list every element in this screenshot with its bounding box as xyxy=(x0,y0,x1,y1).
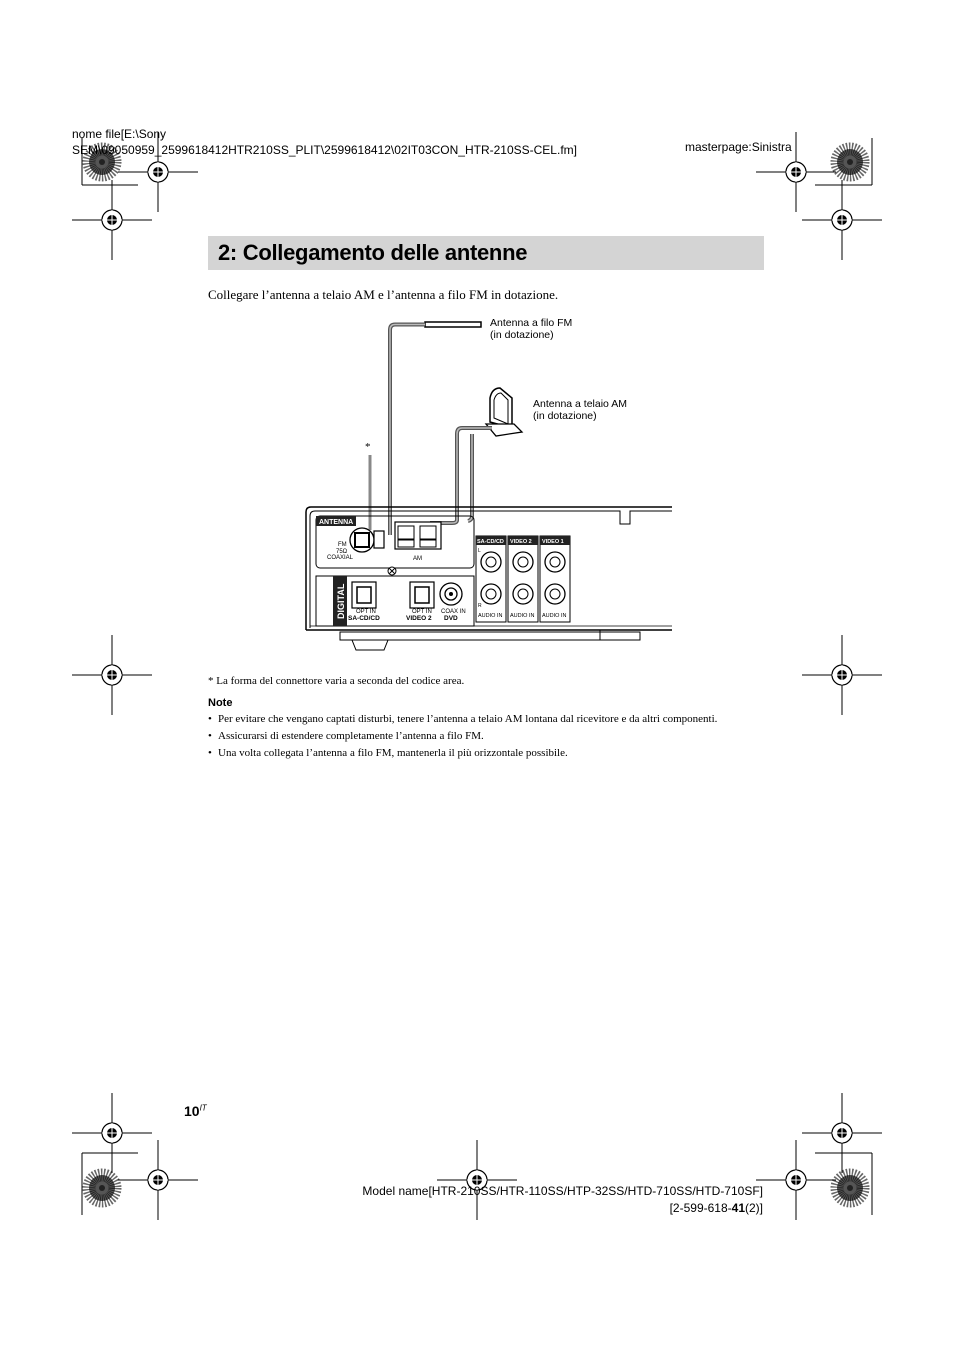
note-item: • Per evitare che vengano captati disturbi, tenere l’antenna a telaio AM lontana dal ricevitore e da altri componenti. xyxy=(208,711,778,728)
file-name-header xyxy=(72,126,577,158)
file-name-line2: SEM\09050959_2599618412HTR210SS_PLIT\2599618412\02IT03CON_HTR-210SS-CEL.fm] xyxy=(72,143,577,157)
fm-antenna-label-line2: (in dotazione) xyxy=(490,329,554,341)
am-antenna-label xyxy=(533,398,627,422)
note-item: • Una volta collegata l’antenna a filo FM, mantenerla il più orizzontale possibile. xyxy=(208,745,778,762)
fm-wire-antenna xyxy=(425,322,481,327)
coaxial-label: COAXIAL xyxy=(327,555,354,561)
audio-in-3: AUDIO IN xyxy=(542,613,567,619)
am-loop-antenna xyxy=(490,388,512,428)
page-number-value: 10 xyxy=(184,1103,200,1119)
file-name-line1: nome file[E:\Sony xyxy=(72,127,167,141)
am-antenna-label-line1: Antenna a telaio AM xyxy=(533,398,627,410)
masterpage-label: masterpage:Sinistra xyxy=(685,140,792,154)
fm-wire-cable xyxy=(390,325,425,536)
model-footer xyxy=(362,1183,763,1217)
video2-label: VIDEO 2 xyxy=(406,615,432,622)
ohm-label: 75Ω xyxy=(336,549,348,555)
opt-in-sacd-label: OPT IN xyxy=(356,609,376,615)
left-channel-label: L xyxy=(478,548,481,554)
section-title-bar xyxy=(208,236,764,270)
page-number-suffix: IT xyxy=(199,1103,207,1113)
document-code: [2-599-618-41(2)] xyxy=(669,1201,763,1215)
tab-video2: VIDEO 2 xyxy=(510,539,532,545)
right-channel-label: R xyxy=(478,603,482,609)
audio-in-2: AUDIO IN xyxy=(510,613,535,619)
asterisk-mark: * xyxy=(365,441,371,453)
sacd-label: SA-CD/CD xyxy=(348,615,380,622)
audio-in-groups xyxy=(476,536,570,622)
coax-in-label: COAX IN xyxy=(441,609,466,615)
antenna-connection-diagram xyxy=(300,315,672,655)
fm-antenna-label-line1: Antenna a filo FM xyxy=(490,317,573,329)
audio-in-1: AUDIO IN xyxy=(478,613,503,619)
fm-antenna-label xyxy=(490,317,572,341)
intro-text: Collegare l’antenna a telaio AM e l’antenna a filo FM in dotazione. xyxy=(208,287,559,302)
page-number xyxy=(184,1103,207,1119)
dvd-label: DVD xyxy=(444,615,458,622)
antenna-label: ANTENNA xyxy=(319,519,354,526)
footnote: * La forma del connettore varia a seconda del codice area. xyxy=(208,675,465,687)
tab-sacd: SA-CD/CD xyxy=(477,539,504,545)
am-label: AM xyxy=(413,556,422,562)
notes-list xyxy=(208,711,778,762)
opt-in-video2-label: OPT IN xyxy=(412,609,432,615)
section-title: 2: Collegamento delle antenne xyxy=(218,240,528,265)
tab-video1: VIDEO 1 xyxy=(542,539,564,545)
note-item: • Assicurarsi di estendere completamente l’antenna a filo FM. xyxy=(208,728,778,745)
notes-heading: Note xyxy=(208,697,233,709)
digital-label: DIGITAL xyxy=(336,583,346,619)
model-name: Model name[HTR-210SS/HTR-110SS/HTP-32SS/HTD-710SS/HTD-710SF] xyxy=(362,1184,763,1198)
am-antenna-label-line2: (in dotazione) xyxy=(533,410,597,422)
fm-label: FM xyxy=(338,542,347,548)
am-loop-cable xyxy=(430,428,492,523)
